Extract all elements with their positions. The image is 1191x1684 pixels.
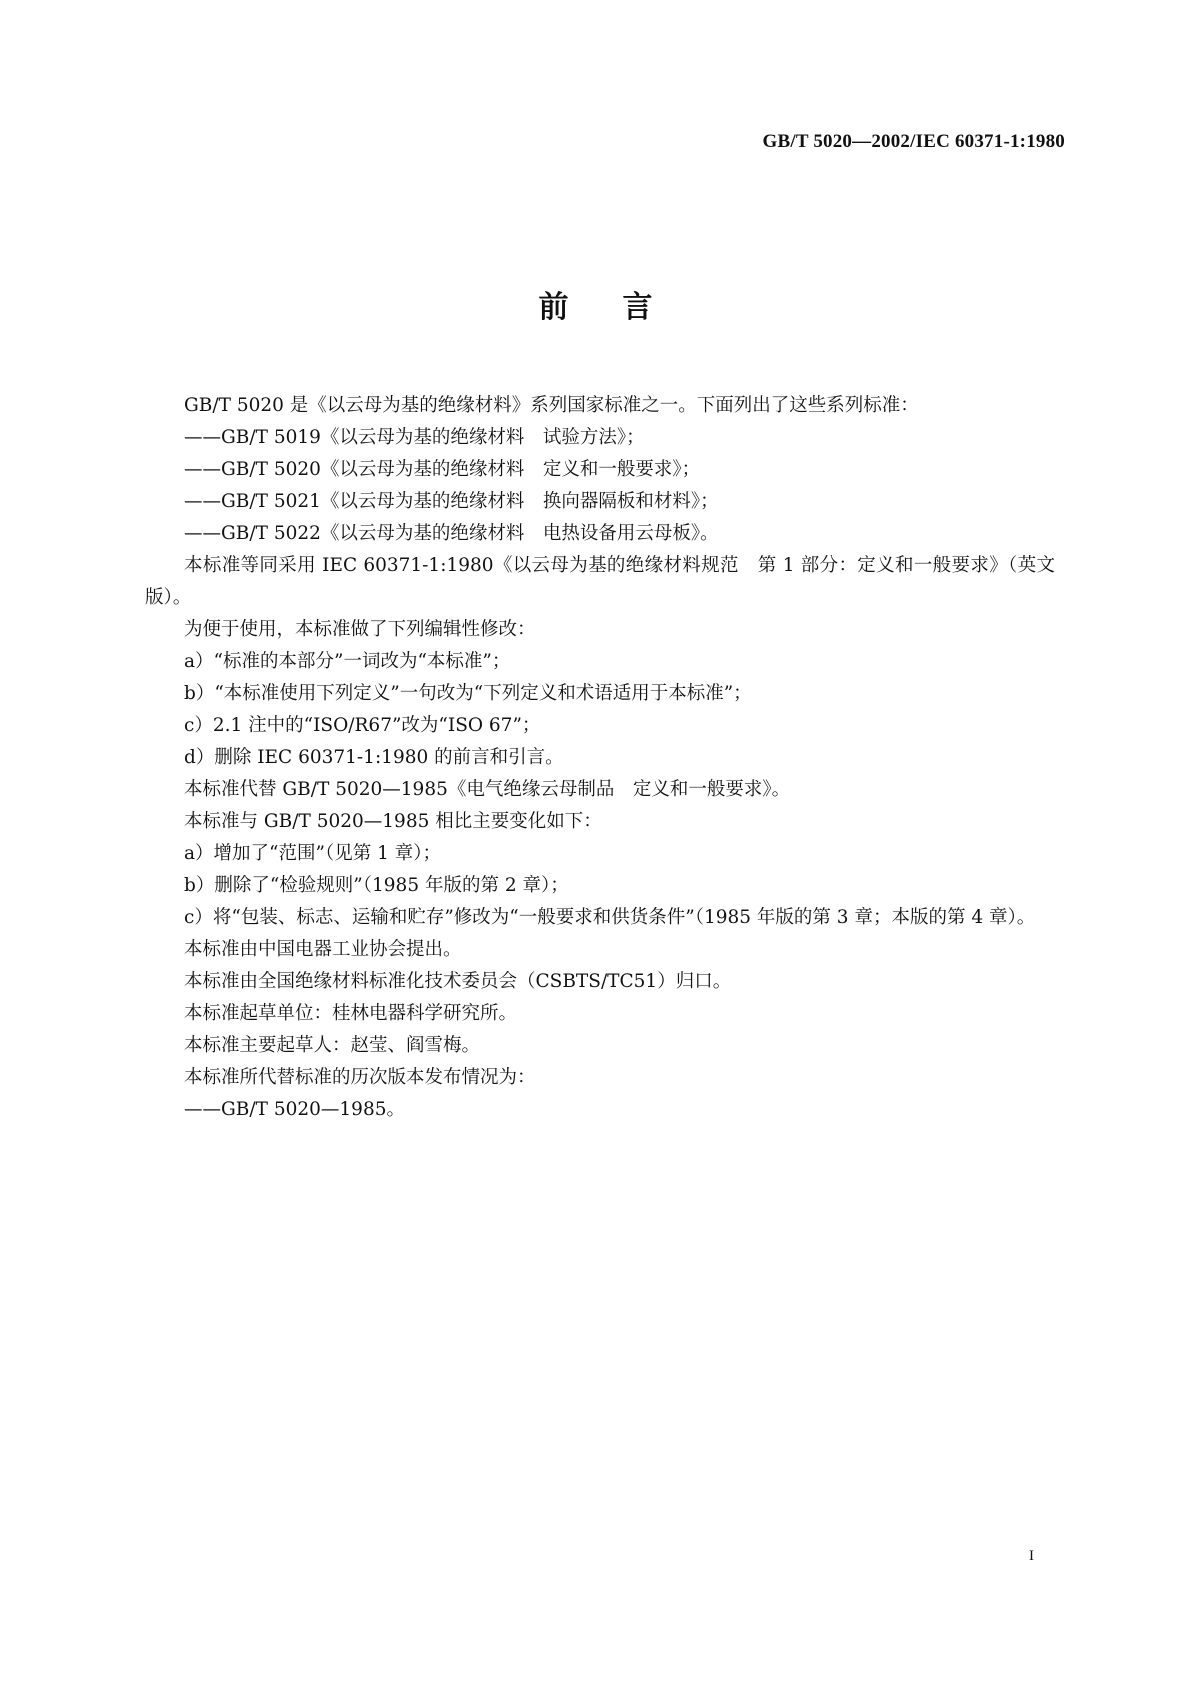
paragraph-drafting-unit: 本标准起草单位：桂林电器科学研究所。 (184, 1003, 518, 1024)
list-item-gbt5022: ——GB/T 5022《以云母为基的绝缘材料 电热设备用云母板》。 (184, 523, 719, 544)
paragraph-administered-by: 本标准由全国绝缘材料标准化技术委员会（CSBTS/TC51）归口。 (184, 971, 732, 992)
list-item-change-c: c）2.1 注中的“ISO/R67”改为“ISO 67”； (184, 715, 541, 736)
list-item-gbt5019: ——GB/T 5019《以云母为基的绝缘材料 试验方法》； (184, 427, 645, 448)
paragraph-main-changes: 本标准与 GB/T 5020—1985 相比主要变化如下： (184, 811, 602, 832)
paragraph-series-intro: GB/T 5020 是《以云母为基的绝缘材料》系列国家标准之一。下面列出了这些系列标准： (184, 395, 919, 416)
list-item-main-change-b: b）删除了“检验规则”（1985 年版的第 2 章）； (184, 875, 569, 896)
list-item-release-1985: ——GB/T 5020—1985。 (184, 1099, 405, 1120)
page-title: 前言 (538, 290, 707, 325)
paragraph-adoption: 本标准等同采用 IEC 60371-1:1980《以云母为基的绝缘材料规范 第 1 部分：定义和一般要求》（英文版）。 (145, 555, 1055, 608)
paragraph-replaces: 本标准代替 GB/T 5020—1985《电气绝缘云母制品 定义和一般要求》。 (184, 779, 791, 800)
paragraph-editorial-changes: 为便于使用，本标准做了下列编辑性修改： (184, 619, 536, 640)
list-item-change-a: a）“标准的本部分”一词改为“本标准”； (184, 651, 511, 672)
paragraph-release-history: 本标准所代替标准的历次版本发布情况为： (184, 1067, 536, 1088)
page-number: I (1029, 1548, 1034, 1564)
list-item-gbt5021: ——GB/T 5021《以云母为基的绝缘材料 换向器隔板和材料》； (184, 491, 719, 512)
list-item-gbt5020: ——GB/T 5020《以云母为基的绝缘材料 定义和一般要求》； (184, 459, 701, 480)
paragraph-drafters: 本标准主要起草人：赵莹、阎雪梅。 (184, 1035, 481, 1056)
paragraph-proposed-by: 本标准由中国电器工业协会提出。 (184, 939, 462, 960)
standard-code-header: GB/T 5020—2002/IEC 60371-1:1980 (762, 131, 1065, 152)
list-item-change-d: d）删除 IEC 60371-1:1980 的前言和引言。 (184, 747, 564, 768)
foreword-body (145, 390, 1055, 1126)
list-item-main-change-c: c）将“包装、标志、运输和贮存”修改为“一般要求和供货条件”（1985 年版的第 3 章；本版的第 4 章）。 (184, 907, 1036, 928)
list-item-main-change-a: a）增加了“范围”（见第 1 章）； (184, 843, 441, 864)
list-item-change-b: b）“本标准使用下列定义”一句改为“下列定义和术语适用于本标准”； (184, 683, 752, 704)
